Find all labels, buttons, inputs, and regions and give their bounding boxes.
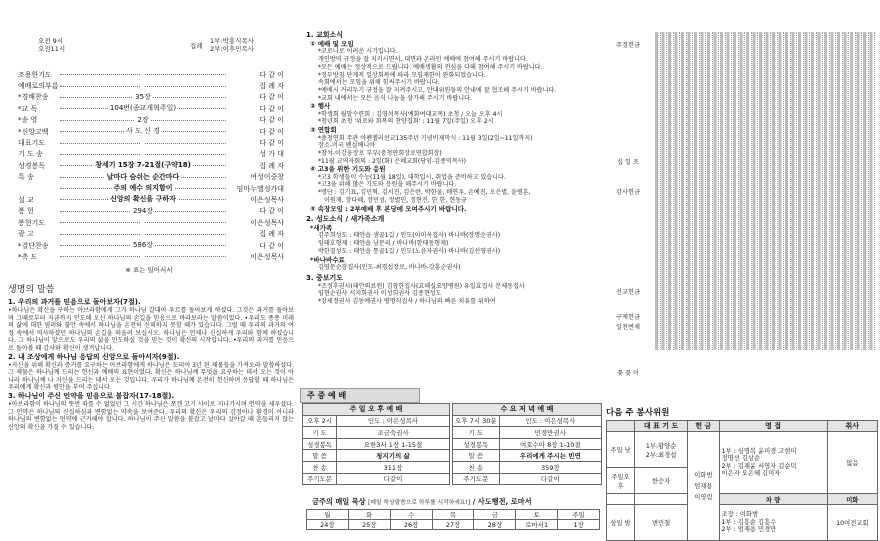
staff-header-service (607, 421, 635, 432)
order-item-label: 봉헌기도 (18, 218, 46, 227)
order-of-worship-column (0, 0, 298, 529)
staff-prayer: 변민철 (635, 505, 688, 541)
meditation-chapter: 25장 (348, 520, 390, 530)
order-row (12, 137, 286, 148)
order-item-text: 사 도 신 경 (126, 127, 160, 136)
offering-name-strip (784, 32, 790, 350)
sunday-afternoon-table (302, 403, 450, 485)
offering-category-label: 구제헌금 (616, 314, 640, 321)
order-row (12, 240, 286, 251)
news-line: *코로나로 어려운 시기입니다. (318, 48, 398, 56)
weekday-role: 찬 송 (453, 461, 500, 473)
sermon-title: 생명의 말씀 (8, 285, 55, 295)
weekday-value: 359장 (499, 461, 601, 473)
worship-order-list (12, 69, 286, 274)
offering-name-strip (817, 32, 823, 350)
meditation-table (306, 509, 600, 530)
order-item-text (141, 81, 145, 89)
staff-meal: 없음 (827, 432, 877, 494)
news-subheading: ① 예배 및 모임 (310, 40, 354, 48)
order-item-label: *축 도 (18, 252, 38, 261)
order-item-leader: 다 같 이 (259, 127, 284, 136)
order-item-text: 2장 (137, 115, 149, 124)
order-item-content (60, 115, 226, 126)
order-item-text: 날마다 숨쉬는 순간마다 (106, 172, 180, 181)
order-row (12, 69, 286, 80)
news-line: 개인방역 규정을 잘 지키시면서, 대면과 온라인 예배에 참여해 주시기 바랍니다. (318, 56, 528, 64)
sermon-point-heading: 2. 내 조상에게 하나님 응답의 신앙으로 돌아서자(9절). (8, 352, 180, 361)
order-row (12, 149, 286, 160)
service-time-2: 오전11시 (38, 45, 66, 53)
offering-name-strip (778, 32, 784, 350)
staff-header: 헌 금 (688, 421, 719, 432)
weekday-role: 말 씀 (303, 450, 337, 462)
offering-name-strip (667, 32, 673, 350)
order-item-content (60, 160, 226, 171)
offering-name-strip (726, 32, 732, 350)
news-line: *청년회 초청 '위로와 회복의 찬양집회' : 11월 7일(주일) 오후 2시 (318, 118, 494, 126)
news-line: *교회 내에서는 모든 음식 나눔을 삼가해 주시기 바랍니다. (318, 94, 472, 102)
order-item-leader: 집 례 자 (259, 230, 284, 239)
order-item-content (60, 172, 226, 183)
weekday-role: 말 씀 (453, 450, 500, 462)
order-item-content (60, 103, 226, 114)
news-subheading: ② 행사 (310, 102, 331, 111)
offering-category-label: 주정헌금 (616, 42, 640, 49)
order-item-text: 주의 예수 의지함이 (113, 184, 173, 193)
news-line: *고3을 위해 많은 기도와 응원을 해주시기 바랍니다. (318, 181, 457, 189)
weekday-role: 성경봉독 (453, 438, 500, 450)
news-line: *11월 교역자회의 : 2일(화) 은혜교회(당임-김종익목사) (318, 157, 467, 165)
staff-header: 취사 (827, 421, 877, 432)
news-subheading: ④ 고3을 위한 기도와 응원 (310, 165, 386, 174)
order-item-text: 35장 (135, 92, 151, 101)
news-line: *모든 예배는 정상적으로 드립니다. 예배생활의 전심을 다해 참여해 주시기 바랍니다. (318, 63, 543, 71)
offering-name-strip (836, 32, 842, 350)
staff-prayer: 한승자 (635, 468, 688, 494)
staff-greeting: 1부 : 심명복 윤미경 고현미 정명선 김상순 2부 : 김재윤 서영자 김순덕 이은자 오은혜 김미자 (719, 432, 827, 494)
meditation-day: 금 (474, 510, 516, 520)
order-item-leader: 여성이중창 (250, 173, 284, 182)
order-row (12, 251, 286, 262)
news-line: *정부방침 단계적 일상회복에 따라 모임제한이 완화되었습니다. (318, 71, 486, 79)
order-item-content (60, 92, 226, 103)
order-item-leader: 성 가 대 (259, 150, 284, 159)
weekday-title: 주 일 오 후 예 배 (303, 404, 450, 416)
new-family-line: 박한결성도 : 태안읍 통골1길 / 인도(노윤자권사) 바나바(김선영권사) (318, 247, 501, 255)
weekday-officiant: 인도 : 이은성목사 (337, 415, 450, 427)
offering-names-vertical (654, 32, 876, 350)
order-item-label: 설 교 (18, 195, 34, 204)
news-subheading: ③ 연합회 (310, 126, 337, 135)
offering-name-strip (765, 32, 771, 350)
weekday-value: 여호수아 8장 1-10절 (499, 438, 601, 450)
prayer-title: 3. 중보기도 (306, 273, 344, 282)
weekday-value: 요한3서 1장 1-15절 (337, 438, 450, 450)
weekday-officiant: 인도 : 이은성목사 (499, 415, 601, 427)
order-item-content (60, 251, 226, 262)
staff-greeting: 조장 : 이화범 1부 : 김흥순 김흥수 2부 : 엄재용 민경만 (719, 505, 827, 541)
new-family-line: 임태호형제 : 태안읍 남문리 / 바나바(함태동형제) (318, 240, 449, 248)
sermon-point-heading: 3. 하나님이 주신 언약을 믿음으로 붙잡자(17-18절). (8, 391, 175, 400)
offering-name-strip (680, 32, 686, 350)
offering-name-strip (843, 32, 849, 350)
order-item-text: 신앙의 확신을 구하자 (110, 195, 176, 204)
staff-table (606, 420, 878, 541)
order-row (12, 80, 286, 91)
offering-category-label: 선교헌금 (616, 289, 640, 296)
offering-name-strip (706, 32, 712, 350)
order-item-label: 대표기도 (18, 139, 46, 148)
order-item-text: 창세기 15장 7-21절(구약18) (95, 161, 191, 170)
order-item-leader: 다 같 이 (259, 207, 284, 216)
weekday-role: 찬 송 (303, 461, 337, 473)
meditation-header (306, 497, 600, 509)
order-item-leader: 다 같 이 (259, 116, 284, 125)
offering-name-strip (713, 32, 719, 350)
staff-greeting: 차 량 (719, 494, 827, 505)
weekday-value: 다같이 (499, 473, 601, 485)
weekday-time: 오후 7시 30분 (453, 415, 500, 427)
order-item-leader: 임마누엘성가대 (236, 184, 284, 193)
weekday-value: 다같이 (337, 473, 450, 485)
order-item-label: 광 고 (18, 230, 34, 239)
offering-name-strip (719, 32, 725, 350)
staff-prayer: 1부:황양순 2부:최경섭 (635, 432, 688, 468)
weekday-time: 오후 2시 (303, 415, 337, 427)
offering-name-strip (791, 32, 797, 350)
offering-column (606, 0, 880, 534)
news-line: 장소-미국 펜실베니아 (318, 142, 376, 150)
weekday-role: 기 도 (453, 427, 500, 439)
order-item-leader: 다 같 이 (259, 93, 284, 102)
new-family-label: *새가족 (310, 223, 333, 232)
meditation-chapter: 27장 (432, 520, 474, 530)
order-item-text (141, 217, 145, 225)
prayer-line: 임현순권사 서지희권사 이성희권사 김종현성도 (318, 290, 442, 298)
order-row (12, 217, 286, 228)
sermon-point-body: •아브라함이 하나님의 뜻만 따를 수 없었던 그 시간 하나님은 쪼갠 고기 사이로 지나가시며 언약을 세우셨다. 그 언약은 하나님의 신실하심과 변함없는 약속을 보여준다. 우리의 확신은 우리의 감정이나 환경이 아니라 하나님의 변함없는 언약에 근거해야 합니다. 하나님이 주신 말씀을 붙잡고 날마다 살아갈 때 흔들리지 않는 신앙의 확신을 가질 수 있습니다. (8, 400, 294, 431)
news-line: *예배시 거리두기 규정을 잘 지켜주시고, 안내위원들의 안내에 잘 협조해 주시기 바랍니다. (318, 86, 557, 94)
order-item-label: 조용한기도 (18, 70, 52, 79)
order-item-text (141, 138, 145, 146)
order-item-content (60, 217, 226, 228)
order-row (12, 126, 286, 137)
offering-name-strip (674, 32, 680, 350)
order-item-label: *신앙고백 (18, 127, 49, 136)
order-item-label: 성경봉독 (18, 161, 46, 170)
weekday-value: 우리에게 주시는 빈연 (499, 450, 601, 462)
order-item-label: 봉 헌 (18, 207, 34, 216)
wednesday-evening-table (452, 403, 602, 485)
order-item-text (141, 69, 145, 77)
meditation-chapter: 26장 (390, 520, 432, 530)
order-item-label: *경배찬송 (18, 93, 49, 102)
order-row (12, 160, 286, 171)
offering-name-strip (758, 32, 764, 350)
service-leaders (210, 37, 254, 53)
weekday-value: 조금숙권사 (337, 427, 450, 439)
news-line: *학생회 월말수련회 : 김영석목사(예화여대교목) 초청 / 오늘 오후 4시 (318, 110, 503, 118)
staff-title: 다음 주 봉사위원 (606, 408, 670, 418)
meditation-chapter: 1장 (558, 520, 600, 530)
order-item-label: 기 도 송 (18, 150, 43, 159)
news-line: *충청연회 주관 아펜젤러선교135주년 기념비제막식 : 11월 3일(2일~11일까지) (318, 134, 533, 142)
leaders-label: 집례 (190, 42, 203, 50)
order-row (12, 103, 286, 114)
offering-name-strip (771, 32, 777, 350)
order-item-content (60, 69, 226, 80)
staff-service: 주일 낮 (607, 432, 635, 468)
sermon-point-body: •자신을 위해 확신과 증거를 요구하는 아브라함에게 하나님은 도리어 3년 된 제물들을 가져오라 말씀하셨다. 그 제물은 하나님께 드리는 헌신과 예배의 표현이었다. 확신은 하나님께 무엇을 요구하는 데서 오는 것이 아니라 하나님께 나 자신을 드리는 데서 오는 것입니다. 우리가 하나님께 온전히 헌신하며 응답할 때 하나님은 우리에게 확신과 평안을 부어 주십니다. (8, 361, 294, 392)
visit-label: *바나바수료 (310, 255, 345, 264)
announcements-column (300, 0, 604, 529)
order-item-label: *교 독 (18, 104, 38, 113)
news-line: *명단 : 김기표, 김민혁, 김서진, 김은란, 박한울, 배연우, 손예진, 오은별, 윤병훈, (318, 189, 531, 197)
order-item-leader: 다 같 이 (259, 139, 284, 148)
order-row (12, 228, 286, 239)
order-item-leader: 이은성목사 (250, 195, 284, 204)
staff-service: 삼일 밤 (607, 505, 635, 541)
offering-name-strip (732, 32, 738, 350)
offering-name-strip (830, 32, 836, 350)
order-item-text (141, 149, 145, 157)
offering-name-strip (810, 32, 816, 350)
weekday-worship-banner: 주 중 예 배 (300, 388, 420, 403)
order-item-text: 586장 (132, 241, 154, 250)
offering-name-strip (693, 32, 699, 350)
sermon-point-body: •하나님은 확신을 구하는 아브라함에게 그가 하나님 갈대아 우르를 돌아보게 하셨다. 그것은 과거를 돌아보며 그때로부터 지금까지 인도해 오신 하나님의 손길을 믿음으로 바라보라는 말씀이었다. •우리도 종종 미래의 삶에 대한 염려와 불안 속에서 하나님을 온전히 신뢰하지 못할 때가 있습니다. 그럴 때 우리의 과거의 여정 속에서 역사하셨던 하나님의 손길을 떠올려 보십시오. 하나님은 언제나 신실하게 우리와 함께 하셨습니다. 그 하나님이 앞으로도 우리의 삶을 인도하실 것을 믿는 것이 확신의 시작입니다. •우리의 과거를 믿음으로 돌아볼 때 감사와 확신이 생겨납니다. (8, 307, 294, 352)
offering-name-strip (700, 32, 706, 350)
sermon-section (8, 282, 294, 431)
news-title: 1. 교회소식 (306, 31, 344, 39)
order-item-leader: 다 같 이 (259, 241, 284, 250)
weekday-value: 청지기의 삶 (337, 450, 450, 462)
order-item-content (60, 206, 226, 217)
offering-name-strip (804, 32, 810, 350)
order-item-leader: 집 례 자 (259, 82, 284, 91)
order-item-content (60, 126, 226, 137)
order-item-content (60, 229, 226, 240)
visit-line: 김영문순장집사(인도-최경섭장로, 바나바-강흥순권사) (318, 263, 461, 271)
offering-name-strip (661, 32, 667, 350)
order-note: ※ 표는 일어서서 (125, 265, 173, 274)
weekday-tables (302, 403, 602, 485)
staff-service (607, 494, 635, 505)
staff-meal: 미화 (827, 494, 877, 505)
staff-prayer (635, 494, 688, 505)
weekday-role: 기 도 (303, 427, 337, 439)
meditation-day: 화 (348, 510, 390, 520)
new-family-line: 김주희성도 : 태안읍 샘골1길 / 인도(이미옥집사) 바나바(장명순권사) (318, 232, 501, 240)
news-line: *참석-이강웅장로 부부(충청연회장로연합회장) (318, 149, 442, 157)
weekday-title: 수 요 저 녁 예 배 (453, 404, 602, 416)
offering-name-strip (745, 32, 751, 350)
order-item-leader: 다 같 이 (259, 104, 284, 113)
order-item-text: 104번(종교개혁주일) (109, 104, 177, 113)
weekday-role: 주기도문 (303, 473, 337, 485)
offering-name-strip (739, 32, 745, 350)
order-item-leader: 이은성목사 (250, 252, 284, 261)
staff-meal: 10여전교회 (827, 505, 877, 541)
order-item-content (60, 240, 226, 251)
service-times (38, 37, 65, 53)
order-row (12, 206, 286, 217)
sermon-point-heading: 1. 우리의 과거를 믿음으로 돌아보자(7절). (8, 298, 141, 306)
meditation-title: 금주의 매일 묵상 (312, 497, 366, 506)
offering-name-strip (849, 32, 855, 350)
staff-service: 주일오후 (607, 468, 635, 494)
order-row (12, 115, 286, 126)
church-news (306, 31, 602, 306)
news-line: 이원재, 장다혜, 장민성, 정별민, 정현진, 한 한, 현동규 (324, 196, 467, 204)
staff-offering: 이화범 엄재용 이영림 (688, 432, 719, 541)
order-item-text (141, 251, 145, 259)
order-item-leader: 집 례 자 (259, 161, 284, 170)
offering-name-strip (823, 32, 829, 350)
meditation-day: 수 (390, 510, 432, 520)
order-row (12, 92, 286, 103)
meditation-day: 주일 (558, 510, 600, 520)
order-item-leader: 다 같 이 (259, 70, 284, 79)
offering-name-strip (752, 32, 758, 350)
order-item-label: 예배로의부름 (18, 82, 59, 91)
staff-header: 영 접 (719, 421, 827, 432)
prayer-line: *조정후권사(태안의료원) 김창한집사(요해실요양병원) 유일효집사 문체동집사 (318, 282, 525, 290)
service-time-1: 오전 9시 (38, 37, 64, 45)
prayer-line: *장세정권사 김동예권사 병명식집사 / 하나님의 빠른 치유를 위하여 (318, 298, 496, 306)
order-item-leader: 이은성목사 (250, 218, 284, 227)
order-item-content (60, 194, 226, 205)
weekday-role: 주기도문 (453, 473, 500, 485)
meditation-chapter: 28장 (474, 520, 516, 530)
meditation-chapter: 24장 (307, 520, 349, 530)
order-item-label: *송 영 (18, 116, 38, 125)
offering-category-label: 꽃 꽂 이 (617, 370, 639, 377)
offering-category-label: 십 일 조 (617, 159, 639, 166)
order-item-label: 특 송 (18, 173, 34, 182)
offering-name-strip (687, 32, 693, 350)
order-item-text: 294장 (132, 206, 154, 215)
order-item-content (60, 81, 226, 92)
weekday-value: 민경만권사 (499, 427, 601, 439)
order-item-text (141, 229, 145, 237)
meditation-note: [매일 묵상말씀으로 하루를 시작하세요!] (368, 500, 471, 506)
news-line: 속회에서는 모임을 위해 힘써주시기 바랍니다. (318, 79, 440, 87)
meditation-book: / 사도행전, 로마서 (472, 497, 532, 506)
order-item-content (60, 149, 226, 160)
weekday-value: 311장 (337, 461, 450, 473)
staff-header: 대 표 기 도 (635, 421, 688, 432)
daily-meditation (306, 497, 600, 530)
order-item-content (60, 138, 226, 149)
meditation-day: 월 (307, 510, 349, 520)
offering-name-strip (797, 32, 803, 350)
meditation-day: 토 (516, 510, 558, 520)
meditation-chapter: 로마서1 (516, 520, 558, 530)
news-line: *고3 학생들이 수능(11월 18일), 대학입시, 취업을 준비하고 있습니다. (318, 173, 506, 181)
news-subheading: ⑤ 속장모임 : 2부예배 후 본당에 모여주시기 바랍니다. (310, 204, 467, 213)
meditation-day: 목 (432, 510, 474, 520)
member-news-title: 2. 성도소식 / 새가족소개 (306, 214, 385, 223)
offering-name-strip (869, 32, 875, 350)
leader-2: 2부:이후민목사 (210, 45, 254, 53)
offering-category-label: 감사헌금 (616, 189, 640, 196)
offering-name-strip (862, 32, 868, 350)
weekday-role: 성경봉독 (303, 438, 337, 450)
offering-category-label: 일천번제 (616, 324, 640, 331)
order-row (12, 194, 286, 205)
offering-name-strip (856, 32, 862, 350)
offering-name-strip (654, 32, 660, 350)
order-item-label: *결단찬송 (18, 241, 49, 250)
order-row (12, 183, 286, 194)
leader-1: 1부:박홍식목사 (210, 37, 254, 45)
order-row (12, 172, 286, 183)
order-item-content (60, 183, 226, 194)
